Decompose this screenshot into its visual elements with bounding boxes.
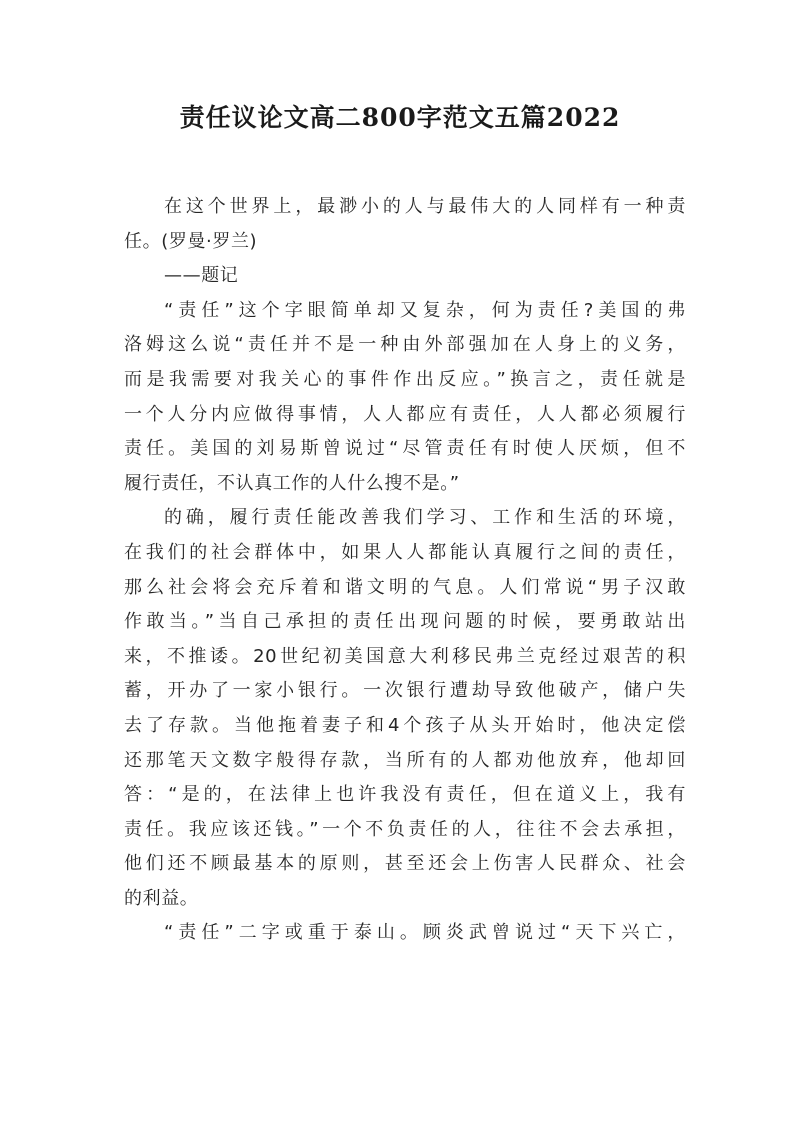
text-line: 的利益。 — [124, 887, 199, 909]
text-line: 在这个世界上，最渺小的人与最伟大的人同样有一种责 — [164, 196, 686, 217]
document-body — [124, 190, 686, 951]
text-line: 履行责任，不认真工作的人什么搜不是。” — [124, 472, 460, 494]
text-line: 去了存款。当他拖着妻子和4个孩子从头开始时，他决定偿 — [124, 714, 686, 736]
text-line: 答：“是的，在法律上也许我没有责任，但在道义上，我有 — [124, 784, 686, 806]
text-line: 他们还不顾最基本的原则，甚至还会上伤害人民群众、社会 — [124, 853, 686, 875]
text-line: 责任。我应该还钱。”一个不负责任的人，往往不会去承担， — [124, 818, 686, 840]
text-line: 一个人分内应做得事情，人人都应有责任，人人都必须履行 — [124, 403, 686, 425]
text-line: 的确，履行责任能改善我们学习、工作和生活的环境， — [164, 507, 686, 529]
text-line: “责任”这个字眼简单却又复杂，何为责任?美国的弗 — [164, 299, 686, 321]
text-line: 还那笔天文数字般得存款，当所有的人都劝他放弃，他却回 — [124, 749, 686, 771]
text-line: ——题记 — [164, 265, 239, 287]
text-line: 来，不推诿。20世纪初美国意大利移民弗兰克经过艰苦的积 — [124, 645, 686, 667]
text-line: 在我们的社会群体中，如果人人都能认真履行之间的责任， — [124, 541, 686, 563]
text-line: 那么社会将会充斥着和谐文明的气息。人们常说“男子汉敢 — [124, 576, 686, 598]
document-title: 责任议论文高二800字范文五篇2022 — [179, 103, 621, 132]
text-line: 而是我需要对我关心的事件作出反应。”换言之，责任就是 — [124, 368, 686, 390]
text-line: “责任”二字或重于泰山。顾炎武曾说过“天下兴亡， — [164, 922, 686, 944]
text-line: 蓄，开办了一家小银行。一次银行遭劫导致他破产，储户失 — [124, 680, 686, 702]
text-line: 责任。美国的刘易斯曾说过“尽管责任有时使人厌烦，但不 — [124, 438, 686, 460]
text-line: 任。(罗曼·罗兰) — [124, 230, 258, 252]
text-line: 作敢当。”当自己承担的责任出现问题的时候，要勇敢站出 — [124, 611, 686, 633]
text-line: 洛姆这么说“责任并不是一种由外部强加在人身上的义务， — [124, 334, 686, 356]
